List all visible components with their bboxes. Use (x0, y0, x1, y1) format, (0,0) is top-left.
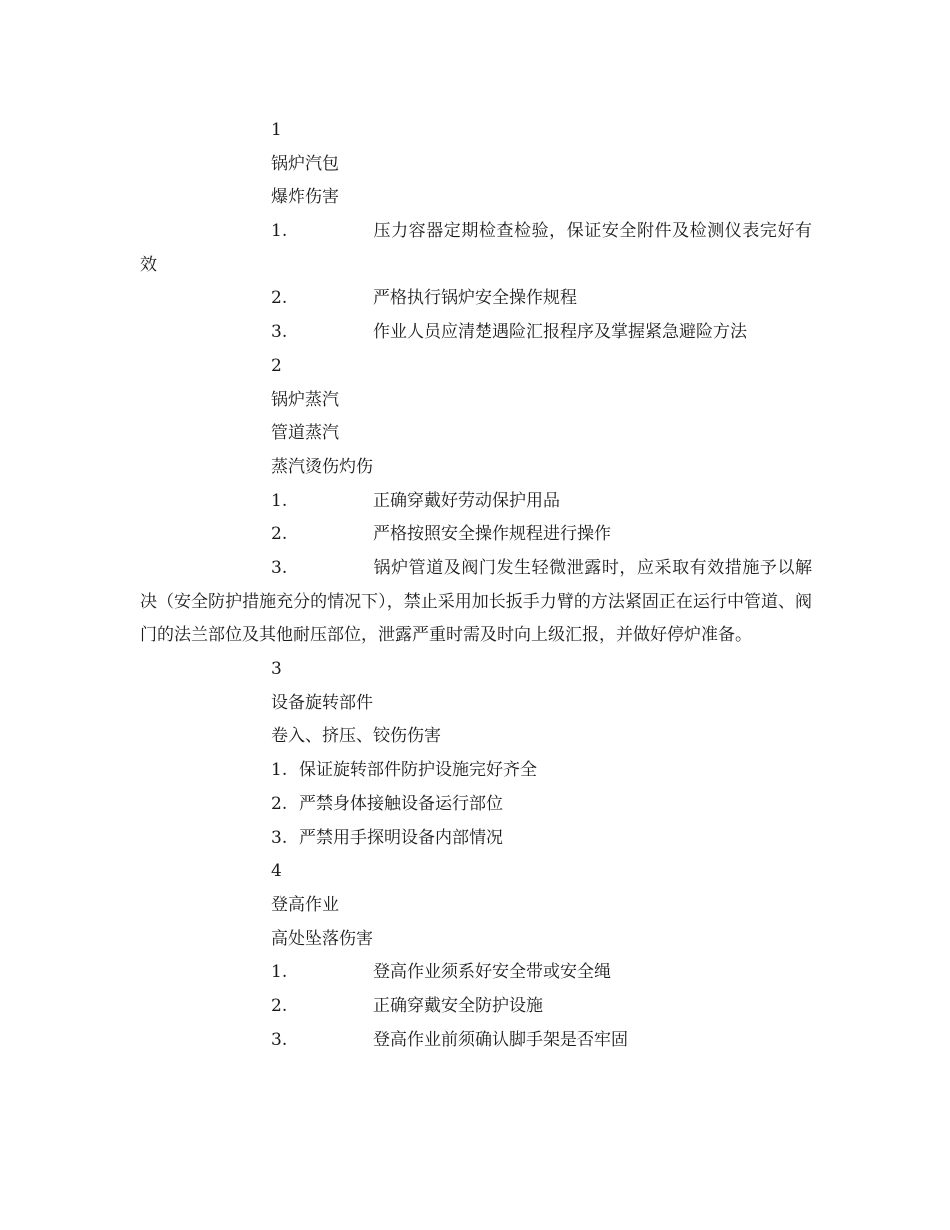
section-number: 3 (271, 659, 282, 680)
measure-text: 锅炉管道及阀门发生轻微泄露时，应采取有效措施予以解决（安全防护措施充分的情况下），禁止采用加长扳手力臂的方法紧固正在运行中管道、阀门的法兰部位及其他耐压部位，泄露严重时需及时向上级汇报，并做好停炉准备。 (140, 557, 812, 646)
hazard-location: 设备旋转部件 (271, 692, 373, 713)
measure-text: 登高作业须系好安全带或安全绳 (373, 962, 611, 983)
hazard-location: 锅炉汽包 (271, 153, 339, 174)
measure-text: 严格执行锅炉安全操作规程 (373, 288, 577, 309)
measure-text: 正确穿戴安全防护设施 (373, 995, 543, 1016)
measure-item (140, 282, 812, 316)
measure-text: 严禁身体接触设备运行部位 (299, 793, 503, 814)
measure-text: 正确穿戴好劳动保护用品 (373, 490, 560, 511)
hazard-type: 高处坠落伤害 (271, 928, 373, 949)
measure-item (140, 485, 812, 519)
hazard-type: 蒸汽烫伤灼伤 (271, 456, 373, 477)
measure-number: 2. (271, 524, 288, 545)
measure-item (140, 990, 812, 1024)
measure-item (140, 956, 812, 990)
measure-text: 保证旋转部件防护设施完好齐全 (299, 760, 537, 781)
measure-item (140, 215, 812, 282)
measure-number: 3. (271, 827, 288, 848)
measure-item (140, 518, 812, 552)
measure-number: 1. (271, 962, 288, 983)
hazard-location: 锅炉蒸汽 (271, 389, 339, 410)
hazard-type: 卷入、挤压、铰伤伤害 (271, 726, 441, 747)
measure-number: 2. (271, 793, 288, 814)
measure-number: 1. (271, 221, 288, 242)
measure-item (140, 754, 812, 788)
measure-text: 压力容器定期检查检验，保证安全附件及检测仪表完好有效 (140, 221, 812, 275)
measure-item (140, 822, 812, 856)
measure-item (140, 788, 812, 822)
measure-item (140, 1024, 812, 1058)
measure-number: 3. (271, 557, 288, 578)
hazard-type: 爆炸伤害 (271, 187, 339, 208)
measure-number: 2. (271, 288, 288, 309)
measure-item (140, 552, 812, 653)
measure-text: 严格按照安全操作规程进行操作 (373, 524, 611, 545)
hazard-location: 登高作业 (271, 894, 339, 915)
measure-text: 登高作业前须确认脚手架是否牢固 (373, 1029, 628, 1050)
measure-number: 2. (271, 995, 288, 1016)
section-number: 4 (271, 861, 282, 882)
measure-text: 严禁用手探明设备内部情况 (299, 827, 503, 848)
hazard-location: 管道蒸汽 (271, 423, 339, 444)
measure-text: 作业人员应清楚遇险汇报程序及掌握紧急避险方法 (373, 322, 747, 343)
measure-number: 3. (271, 1029, 288, 1050)
measure-number: 3. (271, 322, 288, 343)
measure-number: 1. (271, 760, 288, 781)
document-body (140, 114, 812, 1057)
measure-number: 1. (271, 490, 288, 511)
measure-item (140, 316, 812, 350)
section-number: 1 (271, 120, 282, 140)
section-number: 2 (271, 355, 282, 376)
